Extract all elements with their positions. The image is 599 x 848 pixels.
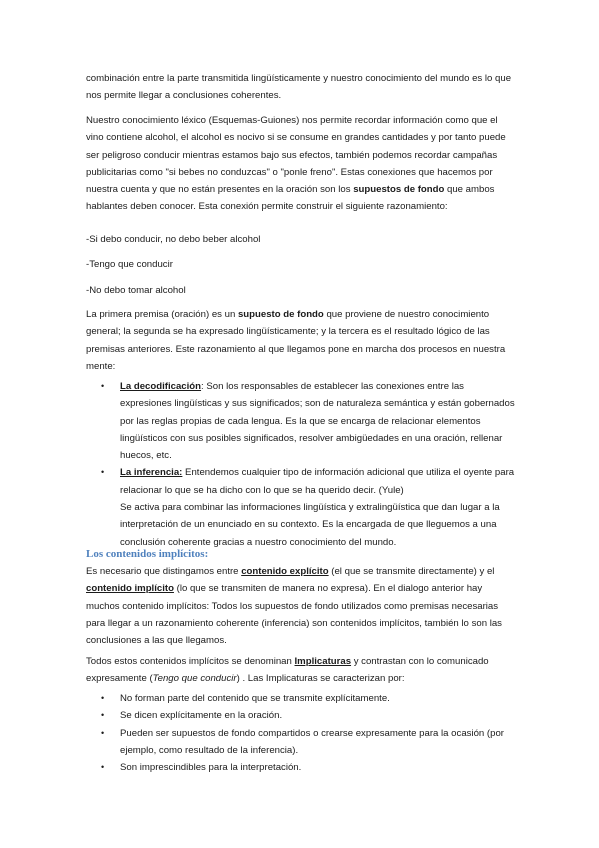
list-item (86, 725, 516, 760)
paragraph-continuation (86, 70, 516, 105)
decodificacion-text: : Son los responsables de establecer las conexiones entre las expresiones lingüísticas y sus significados; son de naturaleza semántica y están gobernados por las reglas propias de cada lengua. Es la que se encarga de relacionar elementos lingüísticos con sus posibles significados, resolver ambigüedades en una oración, rellenar huecos, etc. (120, 381, 515, 462)
contenido-explicito-term: contenido explícito (241, 566, 329, 577)
inferencia-term: La inferencia: (120, 467, 183, 479)
list-item-inferencia (86, 464, 516, 550)
supuestos-de-fondo-term: supuestos de fondo (353, 184, 445, 196)
decodificacion-term: La decodificación (120, 381, 202, 392)
implicaturas-term: Implicaturas (294, 656, 352, 667)
contenido-implicito-term: contenido implícito (86, 583, 174, 595)
bullet-icon: • (101, 727, 105, 738)
example-italic: Tengo que conducir (152, 673, 237, 685)
paragraph-4-text-c: (lo que se transmiten de manera no expresa). En el dialogo anterior hay muchos contenido implícitos: Todos los supuestos de fondo utilizados como premisas necesarias para llegar a un razonamiento coherente (inferencia) son contenidos implícitos, también lo son las conclusiones a las que llegamos. (86, 583, 502, 647)
process-list (86, 378, 516, 551)
implicature-item-3: Pueden ser supuestos de fondo compartidos o crearse expresamente para la ocasión (por ejemplo, como resultado de la inferencia). (120, 727, 504, 756)
paragraph-5-text-c: ) . Las Implicaturas se caracterizan por: (236, 673, 405, 685)
paragraph-4-text-b: (el que se transmite directamente) y el (328, 566, 495, 577)
premise-2-text: -Tengo que conducir (86, 259, 173, 270)
supuesto-de-fondo-term: supuesto de fondo (237, 309, 324, 320)
list-item (86, 759, 516, 776)
premise-3-text: -No debo tomar alcohol (86, 285, 186, 296)
paragraph-2-text-a: Nuestro conocimiento léxico (Esquemas-Guiones) nos permite recordar información como que el vino contiene alcohol, el alcohol es nocivo si se consume en grandes cantidades y por tanto puede ser peligroso conducir mientras estamos bajo sus efectos, también podemos recordar campañas publicitarias como "si bebes no conduzcas" o "ponle freno". Estas conexiones que hacemos por nuestra cuenta y que no están presentes en la oración son los (86, 115, 506, 196)
bullet-icon: • (101, 381, 105, 391)
premise-1 (86, 231, 516, 248)
list-item-decodificacion (86, 378, 516, 464)
bullet-icon: • (101, 762, 105, 773)
paragraph-2-text-b: que ambos hablantes deben conocer. Esta conexión permite construir el siguiente razonamiento: (86, 184, 495, 213)
bullet-icon: • (101, 710, 105, 721)
paragraph-5 (86, 653, 516, 688)
implicature-item-2: Se dicen explícitamente en la oración. (120, 710, 283, 722)
bullet-icon: • (101, 693, 105, 703)
premise-1-text: -Si debo conducir, no debo beber alcohol (86, 234, 261, 245)
inferencia-text: Entendemos cualquier tipo de información adicional que utiliza el oyente para relacionar lo que se ha dicho con lo que se ha querido decir. (Yule) (120, 467, 515, 496)
paragraph-3-text-a: La primera premisa (oración) es un (86, 309, 238, 320)
premise-2 (86, 256, 516, 273)
paragraph-5-text-a: Todos estos contenidos implícitos se denominan (86, 656, 295, 667)
paragraph-4 (86, 563, 516, 649)
implicature-item-4: Son imprescindibles para la interpretación. (120, 762, 302, 774)
implicature-list (86, 690, 516, 776)
inferencia-text-2: Se activa para combinar las informaciones lingüística y extralingüística que dan lugar a la interpretación de un enunciado en su contexto. Es la encargada de que lleguemos a una conclusión coherente gracias a nuestro conocimiento del mundo. (120, 502, 500, 548)
paragraph-2 (86, 112, 516, 216)
paragraph-1: combinación entre la parte transmitida lingüísticamente y nuestro conocimiento del mundo es lo que nos permite llegar a conclusiones coherentes. (86, 73, 512, 102)
premise-3 (86, 282, 516, 299)
list-item (86, 690, 516, 707)
paragraph-4-text-a: Es necesario que distingamos entre (86, 566, 242, 577)
paragraph-5-text-b: y contrastan con lo comunicado expresamente ( (86, 656, 489, 685)
section-heading: Los contenidos implícitos: (86, 548, 209, 560)
bullet-icon: • (101, 467, 105, 478)
list-item (86, 707, 516, 724)
paragraph-3-text-b: que proviene de nuestro conocimiento general; la segunda se ha expresado lingüísticamente; y la tercera es el resultado lógico de las premisas anteriores. Este razonamiento al que llegamos pone en marcha dos procesos en nuestra mente: (86, 309, 506, 372)
implicature-item-1: No forman parte del contenido que se transmite explícitamente. (120, 693, 390, 704)
paragraph-3 (86, 306, 516, 375)
